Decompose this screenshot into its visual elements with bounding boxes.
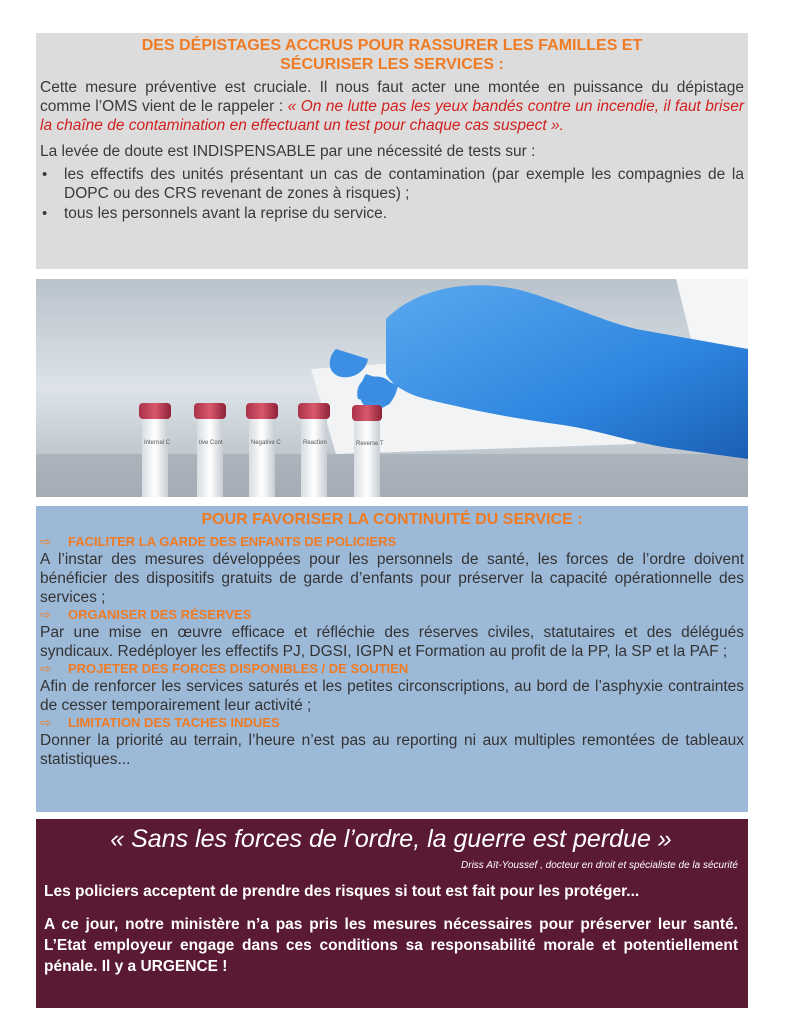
list-item	[40, 204, 744, 223]
depistage-paragraph-2: La levée de doute est INDISPENSABLE par une nécessité de tests sur :	[40, 143, 536, 160]
paragraph-taches-indues: Donner la priorité au terrain, l’heure n’est pas au reporting ni aux multiples remontées de tableaux statistiques...	[40, 732, 744, 768]
depistage-intro-paragraph	[40, 78, 744, 135]
paragraph-garde-enfants: A l’instar des mesures développées pour les personnels de santé, les forces de l’ordre doivent bénéficier des dispositifs gratuits de garde d’enfants pour préserver la capacité opérationnelle des services ;	[40, 551, 744, 606]
list-item-text: les effectifs des unités présentant un cas de contamination (par exemple les compagnies de la DOPC ou des CRS revenant de zones à risques) ;	[64, 166, 744, 202]
tube-label: tive Cont	[199, 440, 223, 446]
arrow-right-icon: ⇨	[40, 607, 51, 622]
lab-test-photo	[36, 279, 748, 497]
depistage-title-line1: DES DÉPISTAGES ACCRUS POUR RASSURER LES FAMILLES ET	[141, 37, 643, 54]
depistage-bullet-list	[40, 165, 744, 223]
subheading-garde-enfants	[40, 534, 744, 550]
tube-label: Reverse T	[356, 441, 384, 447]
lab-test-illustration	[36, 279, 748, 497]
urgence-paragraph-2: A ce jour, notre ministère n’a pas pris les mesures nécessaires pour préserver leur santé. L’Etat employeur engage dans ces conditions sa responsabilité morale et potentiellement pénale. Il y a URGENCE !	[44, 916, 738, 975]
depistage-section	[36, 33, 748, 269]
oms-quote: « On ne lutte pas les yeux bandés contre un incendie, il faut briser la chaîne de contamination en effectuant un test pour chaque cas suspect ».	[40, 98, 744, 134]
paragraph-reserves: Par une mise en œuvre efficace et réfléchie des réserves civiles, statutaires et des délégués syndicaux. Redéployer les effectifs PJ, DGSI, IGPN et Formation au profit de la PP, la SP et la PAF ;	[40, 624, 744, 660]
depistage-title	[40, 36, 744, 74]
bullet-icon: •	[42, 166, 48, 183]
list-item	[40, 165, 744, 203]
depistage-intro-text: Cette mesure préventive est cruciale. Il nous faut acter une montée en puissance du dépistage comme l’OMS vient de le rappeler :	[40, 79, 744, 115]
bullet-icon: •	[42, 205, 48, 222]
tube-label: Internal C	[144, 440, 171, 446]
quote-author: Driss Aït-Youssef , docteur en droit et spécialiste de la sécurité	[461, 860, 738, 871]
pull-quote: « Sans les forces de l’ordre, la guerre est perdue »	[110, 825, 672, 853]
arrow-right-icon: ⇨	[40, 534, 51, 549]
subheading-taches-indues	[40, 715, 744, 731]
depistage-title-line2: SÉCURISER LES SERVICES :	[280, 56, 504, 73]
subheading-forces-soutien	[40, 661, 744, 677]
subheading-text: FACILITER LA GARDE DES ENFANTS DE POLICIERS	[68, 534, 397, 549]
continuite-section	[36, 506, 748, 812]
subheading-text: LIMITATION DES TACHES INDUES	[68, 715, 280, 730]
continuite-title: POUR FAVORISER LA CONTINUITÉ DU SERVICE :	[201, 511, 583, 528]
arrow-right-icon: ⇨	[40, 715, 51, 730]
subheading-reserves	[40, 607, 744, 623]
list-item-text: tous les personnels avant la reprise du service.	[64, 205, 388, 222]
tube-label: Negative C	[251, 440, 281, 446]
urgence-section	[36, 819, 748, 1008]
tube-label: Reaction	[303, 440, 327, 446]
urgence-paragraph-1: Les policiers acceptent de prendre des risques si tout est fait pour les protéger...	[44, 883, 640, 900]
subheading-text: PROJETER DES FORCES DISPONIBLES / DE SOUTIEN	[68, 661, 409, 676]
paragraph-forces-soutien: Afin de renforcer les services saturés et les petites circonscriptions, au bord de l’asphyxie contraintes de cesser temporairement leur activité ;	[40, 678, 744, 714]
arrow-right-icon: ⇨	[40, 661, 51, 676]
subheading-text: ORGANISER DES RÉSERVES	[68, 607, 252, 622]
